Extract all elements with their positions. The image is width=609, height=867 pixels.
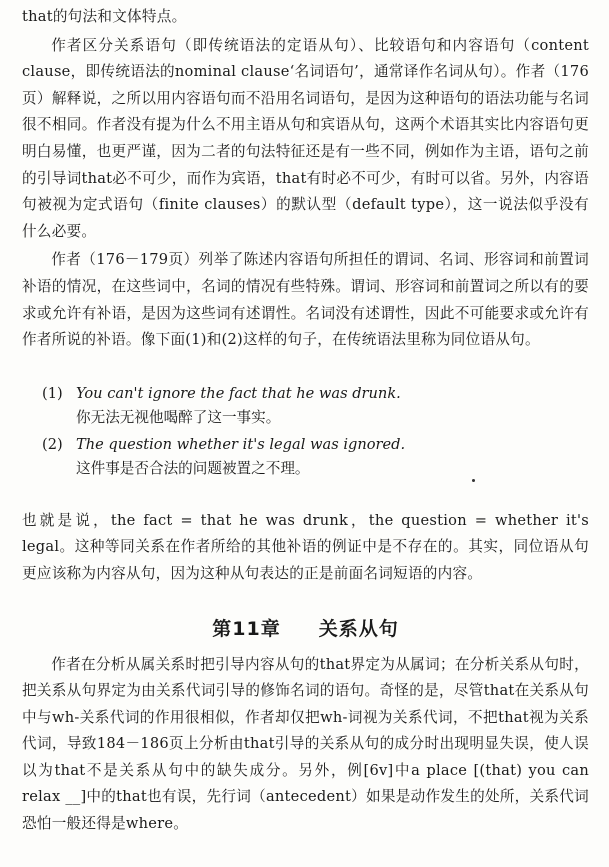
paragraph-relative-clauses: 作者在分析从属关系时把引导内容从句的that界定为从属词；在分析关系从句时，把关系从句界定为由关系代词引导的修饰名词的语句。奇怪的是，尽管that在关系从句中与wh-关系代词的作用很相似，作者却仅把wh-词视为关系代词，不把that视为关系代词，导致184－186页上分析由that引导的关系从句的成分时出现明显失误，使人误以为that不是关系从句中的缺失成分。另外，例[6v]中a place [(that) you can relax __]中的that也有误，先行词（antecedent）如果是动作发生的处所，关系代词恐怕一般还得是where。 <box>22 655 589 833</box>
paragraph-content-clause-complements: 作者（176－179页）列举了陈述内容语句所担任的谓词、名词、形容词和前置词补语的情况，在这些词中，名词的情况有些特殊。谓词、形容词和前置词之所以有的要求或允许有补语，是因为这些词有述谓性。名词没有述谓性，因此不可能要求或允许有作者所说的补语。像下面(1)和(2)这样的句子，在传统语法里称为同位语从句。 <box>22 251 589 349</box>
example-number: (2) <box>42 435 63 453</box>
example-chinese: 这件事是否合法的问题被置之不理。 <box>76 460 310 478</box>
example-item <box>22 433 589 482</box>
example-item <box>22 382 589 431</box>
example-english: You can't ignore the fact that he was drunk. <box>76 384 401 402</box>
chapter-heading <box>22 616 589 642</box>
paragraph-appositive: 也就是说，the fact = that he was drunk，the question = whether it's legal。这种等同关系在作者所给的其他补语的例证中是不存在的。其实，同位语从句更应该称为内容从句，因为这种从句表达的正是前面名词短语的内容。 <box>22 511 589 582</box>
example-number: (1) <box>42 384 63 402</box>
chapter-title: 关系从句 <box>318 617 399 640</box>
example-chinese: 你无法无视他喝醉了这一事实。 <box>76 409 281 427</box>
example-english: The question whether it's legal was ignored. <box>76 435 406 453</box>
chapter-number: 第11章 <box>212 617 281 640</box>
speck-mark <box>472 479 475 482</box>
example-list <box>22 382 589 482</box>
paragraph-clause-types: 作者区分关系语句（即传统语法的定语从句）、比较语句和内容语句（content clause，即传统语法的nominal clause‘名词语句’，通常译作名词从句）。作者（176页）解释说，之所以用内容语句而不沿用名词语句，是因为这种语句的语法功能与名词很不相同。作者没有提为什么不用主语从句和宾语从句，这两个术语其实比内容语句更明白易懂，也更严谨，因为二者的句法特征还是有一些不同，例如作为主语，语句之前的引导词that必不可少，而作为宾语，that有时必不可少，有时可以省。另外，内容语句被视为定式语句（finite clauses）的默认型（default type），这一说法似乎没有什么必要。 <box>22 36 589 240</box>
paragraph-continuation: that的句法和文体特点。 <box>22 8 187 25</box>
